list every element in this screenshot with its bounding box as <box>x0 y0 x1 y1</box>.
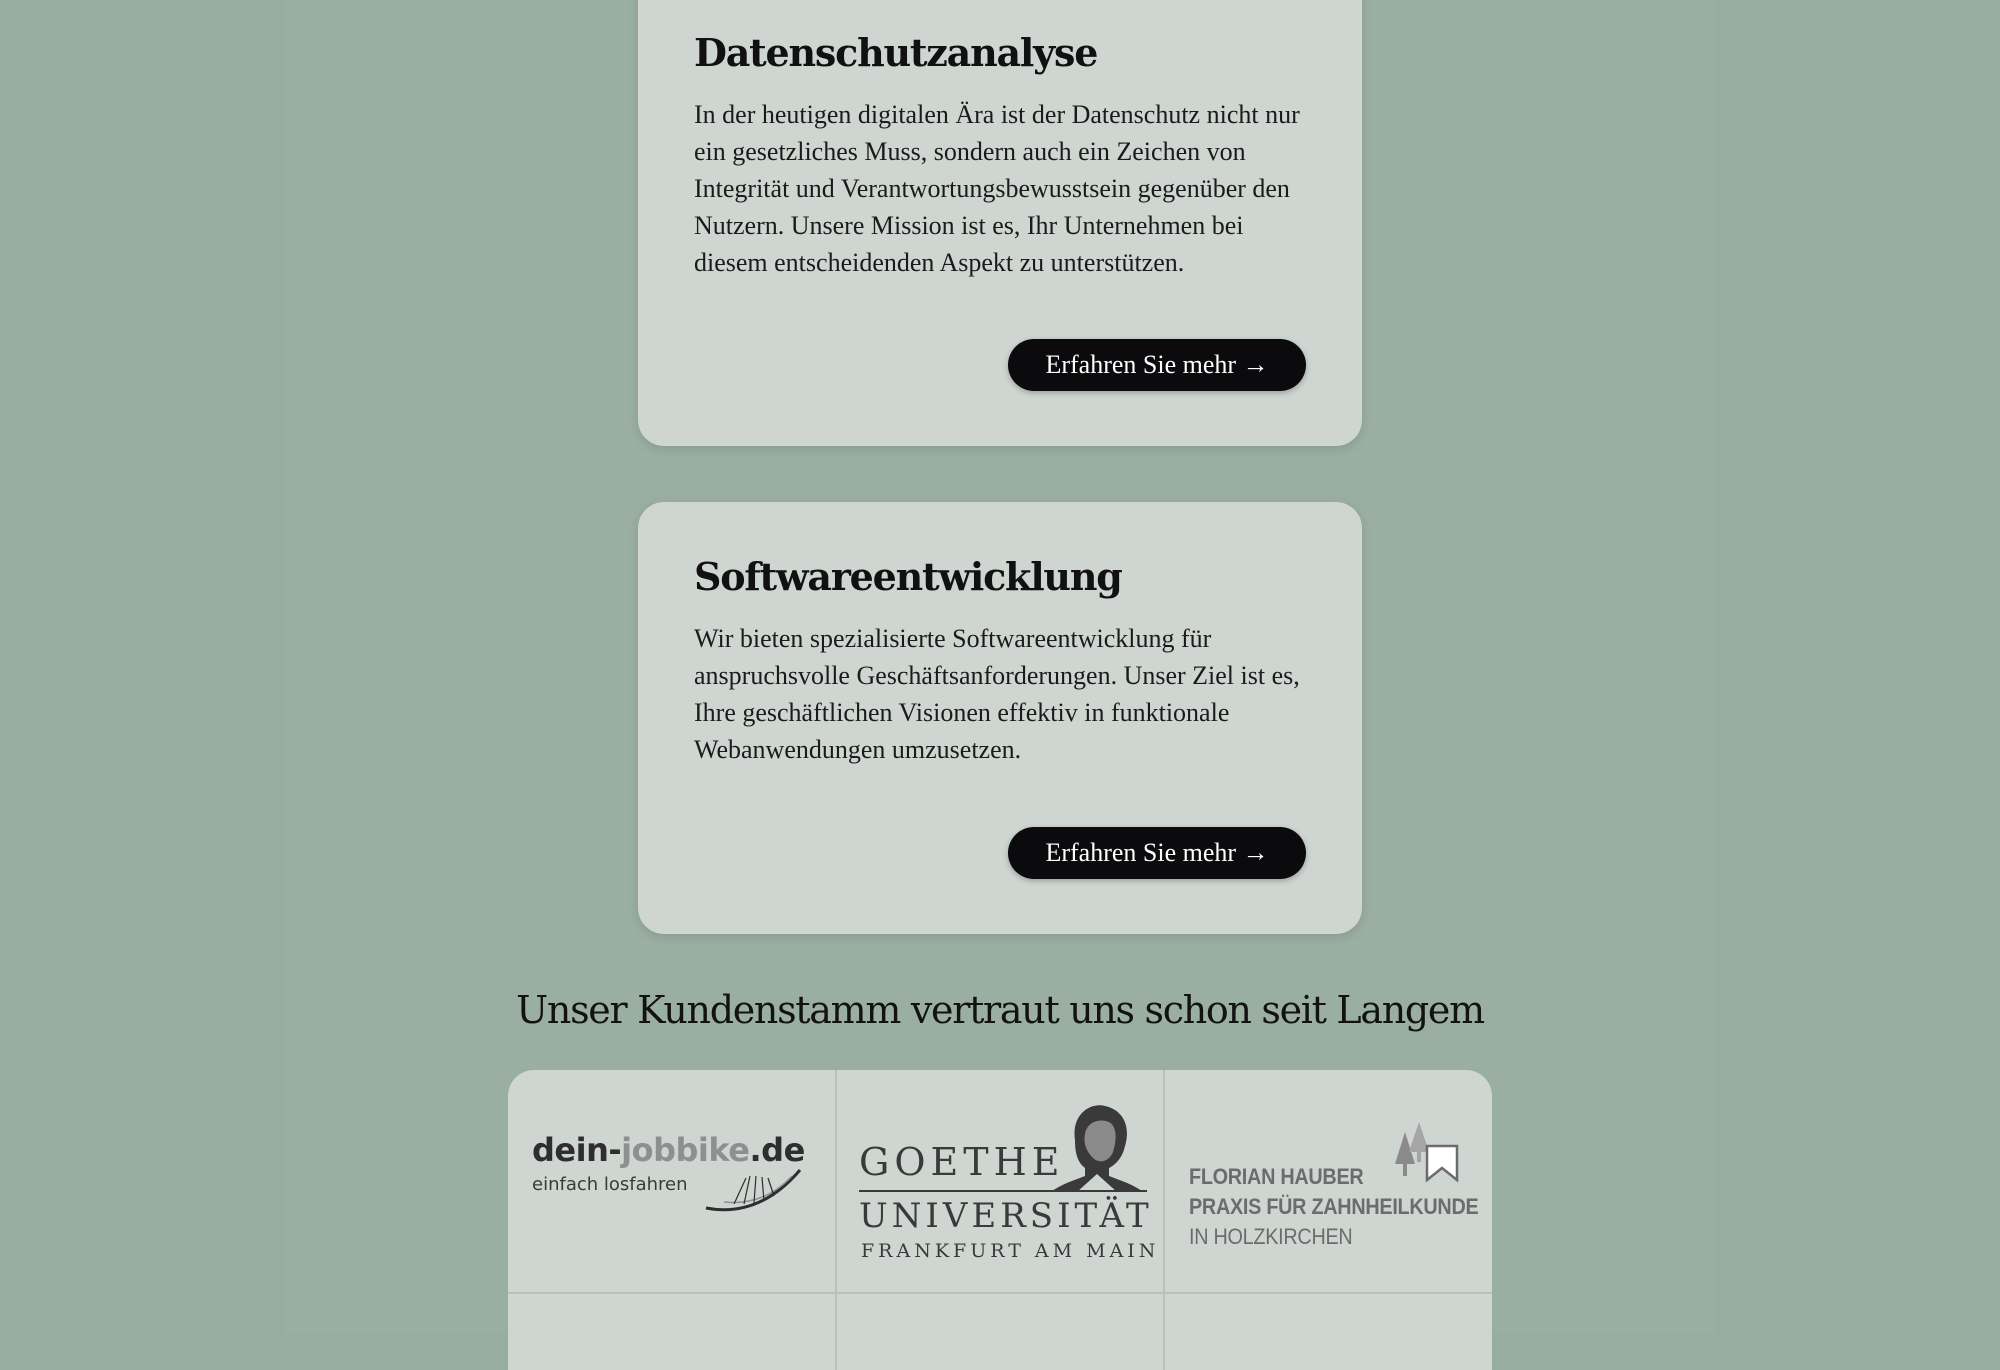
learn-more-button[interactable]: Erfahren Sie mehr → <box>1008 339 1306 391</box>
logo-divider <box>859 1190 1147 1192</box>
client-logo-grid <box>508 1070 1492 1370</box>
card-title: Datenschutzanalyse <box>694 30 1098 75</box>
bike-wheel-icon <box>704 1156 804 1216</box>
client-logo-florian-hauber[interactable] <box>1165 1070 1492 1292</box>
client-logo-cell <box>1165 1294 1492 1370</box>
logo-tagline: einfach losfahren <box>532 1174 688 1195</box>
goethe-portrait-icon <box>1047 1100 1147 1194</box>
card-title: Softwareentwicklung <box>694 554 1122 599</box>
logo-text: FRANKFURT AM MAIN <box>861 1240 1160 1262</box>
client-logo-cell <box>837 1294 1163 1370</box>
client-logo-cell <box>508 1294 835 1370</box>
florian-hauber-logo <box>1189 1162 1492 1252</box>
service-card-datenschutz <box>638 0 1362 446</box>
logo-text: GOETHE <box>859 1140 1065 1184</box>
logo-text: IN HOLZKIRCHEN <box>1189 1224 1353 1249</box>
client-logo-goethe-universitaet[interactable] <box>837 1070 1163 1292</box>
logo-text: FLORIAN HAUBER <box>1189 1164 1364 1189</box>
dein-jobbike-logo <box>532 1131 832 1234</box>
logo-text: UNIVERSITÄT <box>859 1196 1153 1236</box>
logo-text: .de <box>749 1131 805 1169</box>
learn-more-button[interactable]: Erfahren Sie mehr → <box>1008 827 1306 879</box>
clients-section-title: Unser Kundenstamm vertraut uns schon seit Langem <box>516 988 1484 1032</box>
logo-text: dein- <box>532 1131 622 1169</box>
card-description: In der heutigen digitalen Ära ist der Datenschutz nicht nur ein gesetzliches Muss, sondern auch ein Zeichen von Integrität und Verantwortungsbewusstsein gegenüber den Nutzern. Unsere Mission ist es, Ihr Unternehmen bei diesem entscheidenden Aspekt zu unterstützen. <box>694 99 1300 277</box>
card-description: Wir bieten spezialisierte Softwareentwicklung für anspruchsvolle Geschäftsanforderungen. Unser Ziel ist es, Ihre geschäftlichen Visionen effektiv in funktionale Webanwendungen umzusetzen. <box>694 623 1300 764</box>
client-logo-dein-jobbike[interactable] <box>508 1070 835 1292</box>
logo-text: jobbike <box>621 1131 750 1169</box>
service-card-software <box>638 502 1362 934</box>
goethe-universitaet-logo <box>837 1070 1165 1292</box>
logo-text: PRAXIS FÜR ZAHNHEILKUNDE <box>1189 1194 1479 1219</box>
